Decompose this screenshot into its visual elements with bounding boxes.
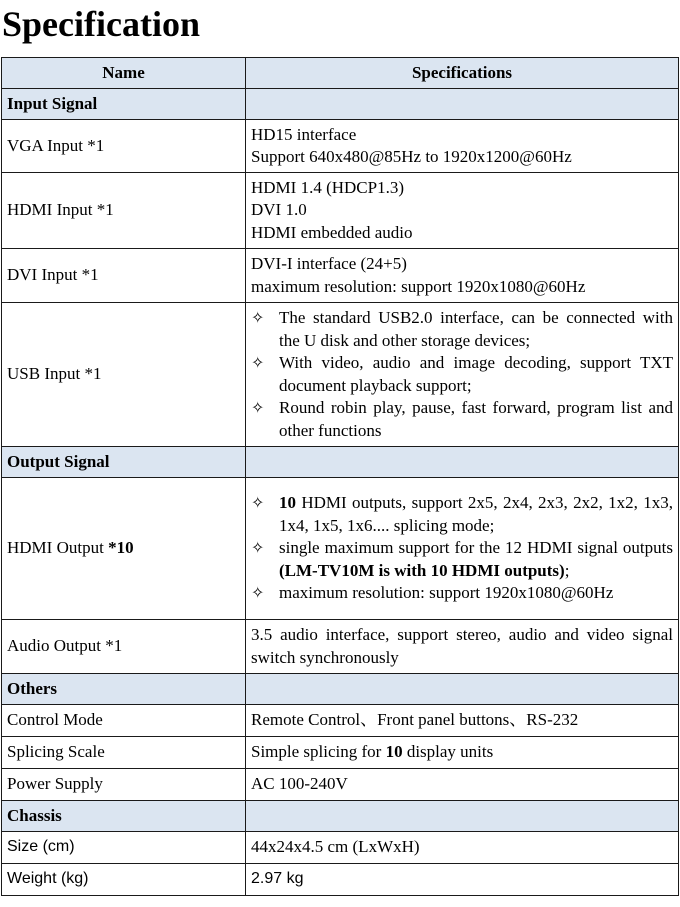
section-row-chassis [2,801,679,832]
row-name-audio-output: Audio Output *1 [2,620,246,674]
diamond-bullet-icon: ✧ [251,353,265,372]
table-row-hdmi-output [2,478,679,620]
row-spec-usb [246,303,679,447]
list-item: ✧ Round robin play, pause, fast forward, program list and other functions [251,398,673,440]
section-title-others: Others [2,674,246,705]
section-row-input [2,89,679,120]
spec-line: HDMI 1.4 (HDCP1.3) [251,177,404,197]
row-spec-hdmi-output [246,478,679,620]
row-name-control-mode: Control Mode [2,705,246,737]
row-spec-dvi [246,249,679,303]
row-name-hdmi-input: HDMI Input *1 [2,173,246,249]
list-item: ✧ 10 HDMI outputs, support 2x5, 2x4, 2x3, 2x2, 1x2, 1x3, 1x4, 1x5, 1x6.... splicing mode; [251,493,673,535]
table-row-weight [2,864,679,896]
diamond-bullet-icon: ✧ [251,398,265,417]
spec-line: HDMI embedded audio [251,222,413,242]
table-row-vga [2,120,679,173]
row-name-vga: VGA Input *1 [2,120,246,173]
section-empty-cell [246,89,679,120]
table-row-hdmi-input [2,173,679,249]
row-name-usb: USB Input *1 [2,303,246,447]
row-name-hdmi-output: HDMI Output *10 [2,478,246,620]
diamond-bullet-icon: ✧ [251,308,265,327]
list-item: ✧ maximum resolution: support 1920x1080@60Hz [251,582,673,605]
table-row-power-supply [2,769,679,801]
diamond-bullet-icon: ✧ [251,538,265,558]
section-row-others [2,674,679,705]
section-title-output: Output Signal [2,447,246,478]
table-row-usb [2,303,679,447]
list-item: ✧ With video, audio and image decoding, support TXT document playback support; [251,353,673,395]
spec-line: HD15 interface [251,124,357,144]
header-specifications: Specifications [246,58,679,89]
list-item: ✧ single maximum support for the 12 HDMI signal outputs (LM-TV10M is with 10 HDMI outputs); [251,538,673,580]
table-header-row [2,58,679,89]
spec-line: Support 640x480@85Hz to 1920x1200@60Hz [251,147,572,166]
row-name-splicing-scale: Splicing Scale [2,737,246,769]
table-row-splicing-scale [2,737,679,769]
row-spec-size: 44x24x4.5 cm (LxWxH) [246,832,679,864]
diamond-bullet-icon: ✧ [251,583,265,603]
section-row-output [2,447,679,478]
list-item: ✧ The standard USB2.0 interface, can be connected with the U disk and other storage devices; [251,308,673,350]
row-name-size: Size (cm) [2,832,246,864]
diamond-bullet-icon: ✧ [251,493,265,513]
row-spec-weight: 2.97 kg [246,864,679,896]
spec-line: DVI 1.0 [251,200,307,220]
row-spec-control-mode: Remote Control、Front panel buttons、RS-232 [246,705,679,737]
section-title-input: Input Signal [2,89,246,120]
row-name-dvi: DVI Input *1 [2,249,246,303]
table-row-control-mode [2,705,679,737]
section-empty-cell [246,674,679,705]
header-name: Name [2,58,246,89]
spec-table [1,57,679,896]
row-spec-hdmi-input [246,173,679,249]
row-spec-power-supply: AC 100-240V [246,769,679,801]
row-spec-audio-output: 3.5 audio interface, support stereo, audio and video signal switch synchronously [246,620,679,674]
table-row-size [2,832,679,864]
section-empty-cell [246,447,679,478]
row-name-power-supply: Power Supply [2,769,246,801]
section-empty-cell [246,801,679,832]
table-row-dvi [2,249,679,303]
table-row-audio-output [2,620,679,674]
section-title-chassis: Chassis [2,801,246,832]
spec-line: DVI-I interface (24+5) [251,254,407,273]
row-spec-vga [246,120,679,173]
row-name-weight: Weight (kg) [2,864,246,896]
page-title: Specification [2,4,200,44]
spec-line: maximum resolution: support 1920x1080@60Hz [251,276,586,296]
row-spec-splicing-scale: Simple splicing for 10 display units [246,737,679,769]
